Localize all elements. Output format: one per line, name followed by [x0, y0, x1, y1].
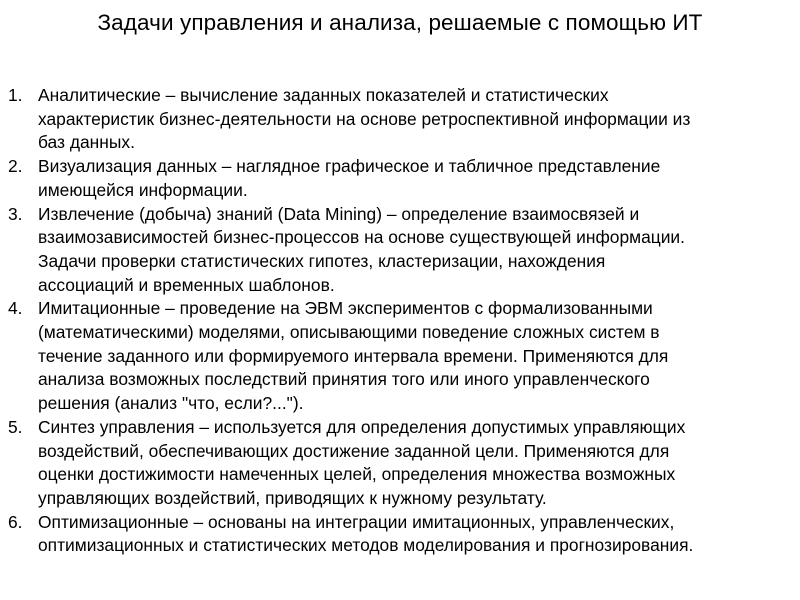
list-item-3 [0, 203, 800, 298]
item-line: Задачи проверки статистических гипотез, кластеризации, нахождения [38, 250, 606, 271]
item-number: 1. [8, 85, 23, 105]
item-number: 3. [8, 203, 23, 224]
item-line: анализа возможных последствий принятия того или иного управленческого [38, 369, 650, 390]
list-item-2 [0, 155, 800, 202]
item-line: Имитационные – проведение на ЭВМ экспериментов с формализованными [38, 298, 653, 319]
item-line: решения (анализ "что, если?..."). [38, 393, 304, 414]
item-line: управляющих воздействий, приводящих к нужному результату. [38, 487, 547, 508]
item-line: Оптимизационные – основаны на интеграции имитационных, управленческих, [38, 511, 675, 532]
item-line: Визуализация данных – наглядное графическое и табличное представление [38, 156, 661, 177]
item-line: течение заданного или формируемого интервала времени. Применяются для [38, 345, 669, 366]
item-number: 6. [8, 511, 23, 532]
item-line: Аналитические – вычисление заданных показателей и статистических [38, 85, 609, 105]
item-line: имеющейся информации. [38, 179, 248, 200]
item-number: 4. [8, 298, 23, 319]
item-line: характеристик бизнес-деятельности на основе ретроспективной информации из [38, 108, 691, 129]
item-line: оценки достижимости намеченных целей, определения множества возможных [38, 464, 676, 485]
list-item-5 [0, 416, 800, 511]
item-line: оптимизационных и статистических методов моделирования и прогнозирования. [38, 535, 694, 556]
item-line: взаимозависимостей бизнес-процессов на основе существующей информации. [38, 227, 685, 248]
item-line: Извлечение (добыча) знаний (Data Mining) – определение взаимосвязей и [38, 203, 640, 224]
item-number: 2. [8, 156, 23, 177]
item-line: ассоциаций и временных шаблонов. [38, 274, 335, 295]
item-line: Синтез управления – используется для определения допустимых управляющих [38, 416, 686, 437]
list-item-6 [0, 511, 800, 558]
slide-title: Задачи управления и анализа, решаемые с помощью ИТ [97, 10, 703, 35]
item-line: воздействий, обеспечивающих достижение заданной цели. Применяются для [38, 440, 670, 461]
item-line: баз данных. [38, 132, 135, 153]
task-list [0, 84, 800, 558]
list-item-1 [0, 84, 800, 155]
item-line: (математическими) моделями, описывающими поведение сложных систем в [38, 322, 660, 343]
item-number: 5. [8, 416, 23, 437]
list-item-4 [0, 297, 800, 416]
